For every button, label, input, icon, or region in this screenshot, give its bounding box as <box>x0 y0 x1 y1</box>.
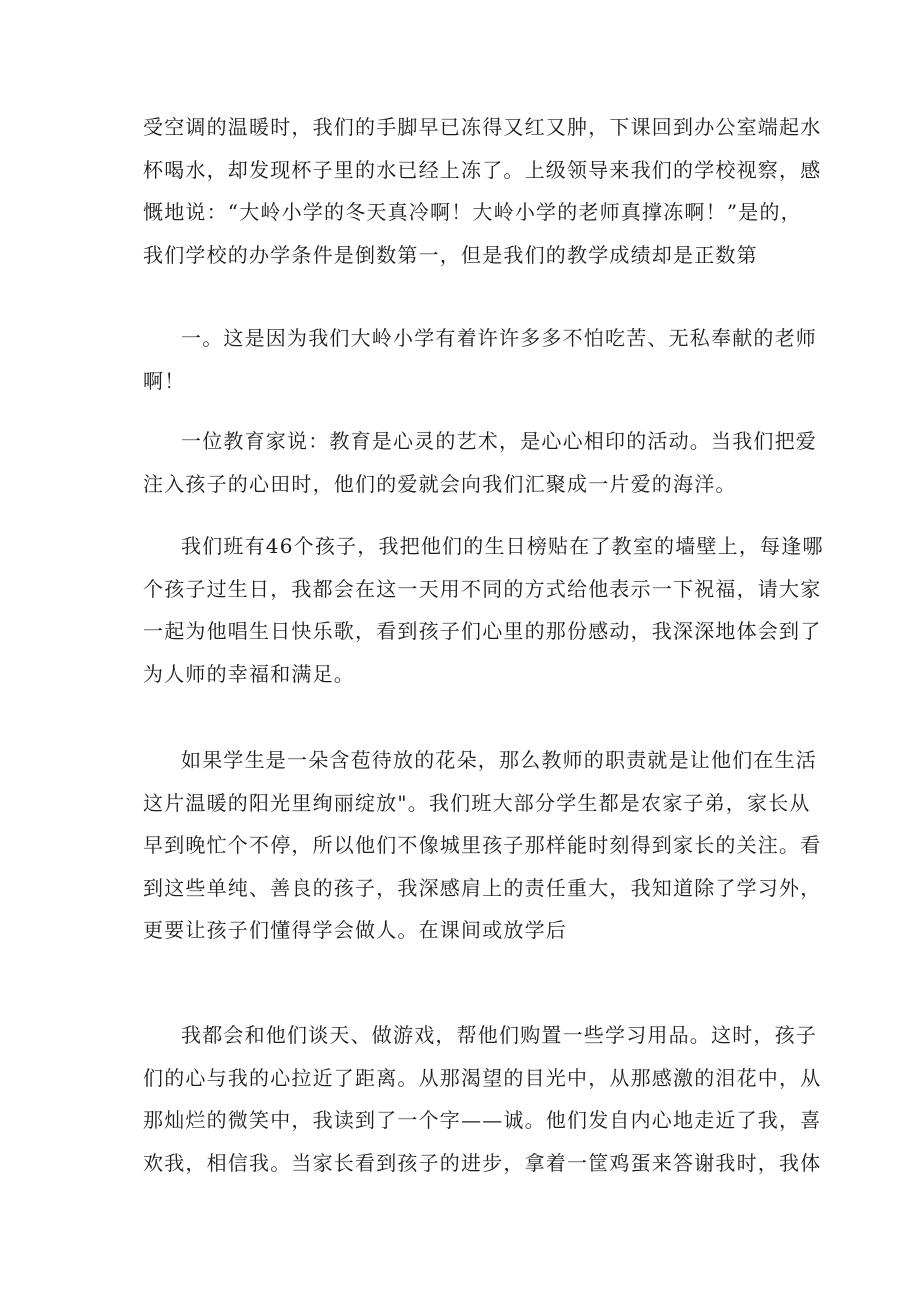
paragraph-6 <box>143 1014 822 1184</box>
text-line: 早到晚忙个不停，所以他们不像城里孩子那样能时刻得到家长的关注。看 <box>143 833 822 857</box>
text-line: 杯喝水，却发现杯子里的水已经上冻了。上级领导来我们的学校视察，感 <box>143 157 822 182</box>
text-line: 一位教育家说：教育是心灵的艺术，是心心相印的活动。当我们把爱 <box>181 429 817 453</box>
text-line: 为人师的幸福和满足。 <box>143 661 355 686</box>
paragraph-2 <box>143 317 817 402</box>
paragraph-5 <box>143 739 822 952</box>
text-line: 那灿烂的微笑中，我读到了一个字——诚。他们发自内心地走近了我，喜 <box>143 1108 822 1132</box>
text-line: 到这些单纯、善良的孩子，我深感肩上的责任重大，我知道除了学习外， <box>143 875 822 900</box>
text-line: 啊！ <box>143 368 186 393</box>
text-line: 一。这是因为我们大岭小学有着许许多多不怕吃苦、无私奉献的老师 <box>181 326 817 350</box>
text-line: 这片温暖的阳光里绚丽绽放"。我们班大部分学生都是农家子弟，家长从 <box>143 790 811 815</box>
text-line: 注入孩子的心田时，他们的爱就会向我们汇聚成一片爱的海洋。 <box>143 471 737 496</box>
text-line: 慨地说：“大岭小学的冬天真冷啊！大岭小学的老师真撑冻啊！”是的， <box>143 200 802 224</box>
text-line: 欢我，相信我。当家长看到孩子的进步，拿着一筐鸡蛋来答谢我时，我体 <box>143 1150 822 1175</box>
text-line: 我都会和他们谈天、做游戏，帮他们购置一些学习用品。这时，孩子 <box>181 1023 817 1047</box>
text-line: 更要让孩子们懂得学会做人。在课间或放学后 <box>143 918 567 942</box>
text-line: 如果学生是一朵含苞待放的花朵，那么教师的职责就是让他们在生活 <box>181 748 817 772</box>
text-line: 受空调的温暖时，我们的手脚早已冻得又红又肿，下课回到办公室端起水 <box>143 115 822 139</box>
text-line: 们的心与我的心拉近了距离。从那渴望的目光中，从那感激的泪花中，从 <box>143 1065 822 1090</box>
text-line: 个孩子过生日，我都会在这一天用不同的方式给他表示一下祝福，请大家 <box>143 576 822 601</box>
text-line: 我们学校的办学条件是倒数第一，但是我们的教学成绩却是正数第 <box>143 242 758 267</box>
paragraph-1 <box>143 106 822 276</box>
text-line: 一起为他唱生日快乐歌，看到孩子们心里的那份感动，我深深地体会到了 <box>143 619 822 643</box>
paragraph-3 <box>143 420 817 505</box>
paragraph-4 <box>143 525 824 695</box>
text-line: 我们班有46个孩子，我把他们的生日榜贴在了教室的墙壁上，每逢哪 <box>181 534 824 558</box>
